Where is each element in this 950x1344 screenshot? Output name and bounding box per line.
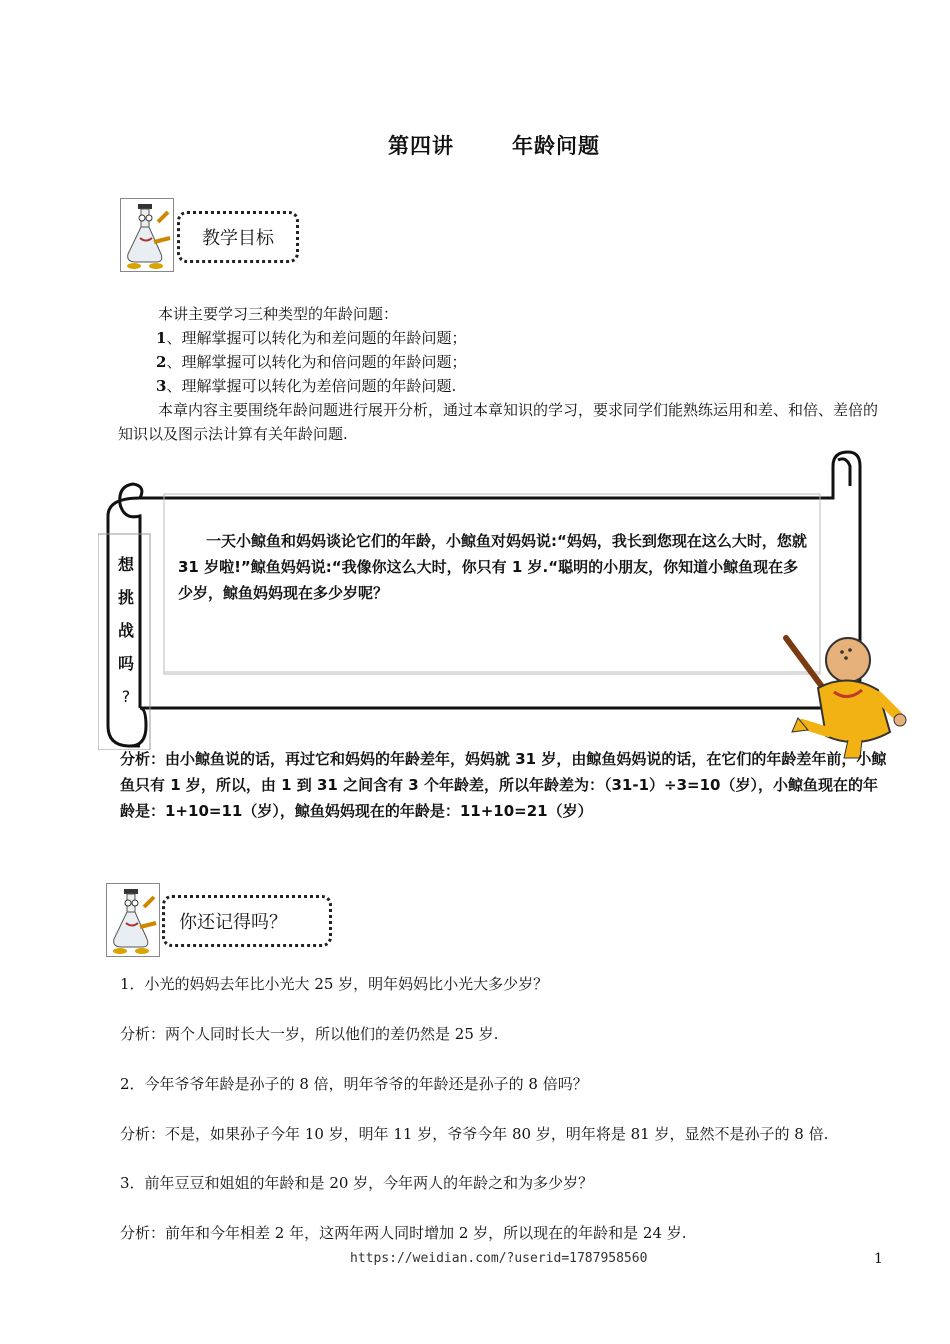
qa-question: 2．今年爷爷年龄是孙子的 8 倍，明年爷爷的年龄还是孙子的 8 倍吗？ xyxy=(120,1075,588,1093)
list-item: 1、理解掌握可以转化为和差问题的年龄问题； xyxy=(156,329,467,347)
qa-analysis: 分析：不是，如果孙子今年 10 岁，明年 11 岁，爷爷今年 80 岁，明年将是 81 岁，显然不是孙子的 8 倍. xyxy=(120,1125,829,1143)
lecture-topic: 年龄问题 xyxy=(512,134,600,158)
list-item: 3、理解掌握可以转化为差倍问题的年龄问题. xyxy=(156,377,457,395)
flask-mascot-icon xyxy=(120,198,174,272)
qa-question: 3．前年豆豆和姐姐的年龄和是 20 岁，今年两人的年龄之和为多少岁？ xyxy=(120,1174,594,1192)
section-label-teaching-goals: 教学目标 xyxy=(177,211,299,263)
section-label-do-you-remember: 你还记得吗？ xyxy=(162,895,332,947)
intro-paragraph: 本章内容主要围绕年龄问题进行展开分析，通过本章知识的学习，要求同学们能熟练运用和差、和倍、差倍的知识以及图示法计算有关年龄问题. xyxy=(118,401,879,443)
challenge-analysis: 分析：由小鲸鱼说的话，再过它和妈妈的年龄差年，妈妈就 31 岁，由鲸鱼妈妈说的话，在它们的年龄差年前，小鲸鱼只有 1 岁，所以，由 1 到 31 之间含有 3 个年龄差，所以年龄差为：（31-1）÷3=10（岁），小鲸鱼现在的年龄是：1+10=11（岁），鲸鱼妈妈现在的年龄是：11+10=21（岁） xyxy=(120,750,887,820)
qa-question: 1．小光的妈妈去年比小光大 25 岁，明年妈妈比小光大多少岁？ xyxy=(120,975,549,993)
page-number: 1 xyxy=(874,1251,883,1267)
challenge-side-label: 想 挑 战 吗 ? xyxy=(117,555,134,706)
list-item: 2、理解掌握可以转化为和倍问题的年龄问题； xyxy=(156,353,467,371)
monk-cartoon-icon xyxy=(778,632,910,762)
intro-section xyxy=(118,302,888,446)
lecture-number: 第四讲 xyxy=(388,134,454,158)
qa-analysis: 分析：两个人同时长大一岁，所以他们的差仍然是 25 岁. xyxy=(120,1025,499,1043)
footer-url: https://weidian.com/?userid=1787958560 xyxy=(350,1251,648,1266)
intro-line: 本讲主要学习三种类型的年龄问题： xyxy=(158,305,399,323)
flask-mascot-icon xyxy=(106,883,160,957)
qa-analysis: 分析：前年和今年相差 2 年，这两年两人同时增加 2 岁，所以现在的年龄和是 24 岁. xyxy=(120,1224,687,1242)
page-title xyxy=(388,130,600,160)
challenge-problem-text: 一天小鲸鱼和妈妈谈论它们的年龄，小鲸鱼对妈妈说:“妈妈，我长到您现在这么大时，您就 31 岁啦!”鲸鱼妈妈说:“我像你这么大时，你只有 1 岁.“聪明的小朋友，你知道小鲸鱼现在多少岁，鲸鱼妈妈现在多少岁呢？ xyxy=(178,532,807,602)
